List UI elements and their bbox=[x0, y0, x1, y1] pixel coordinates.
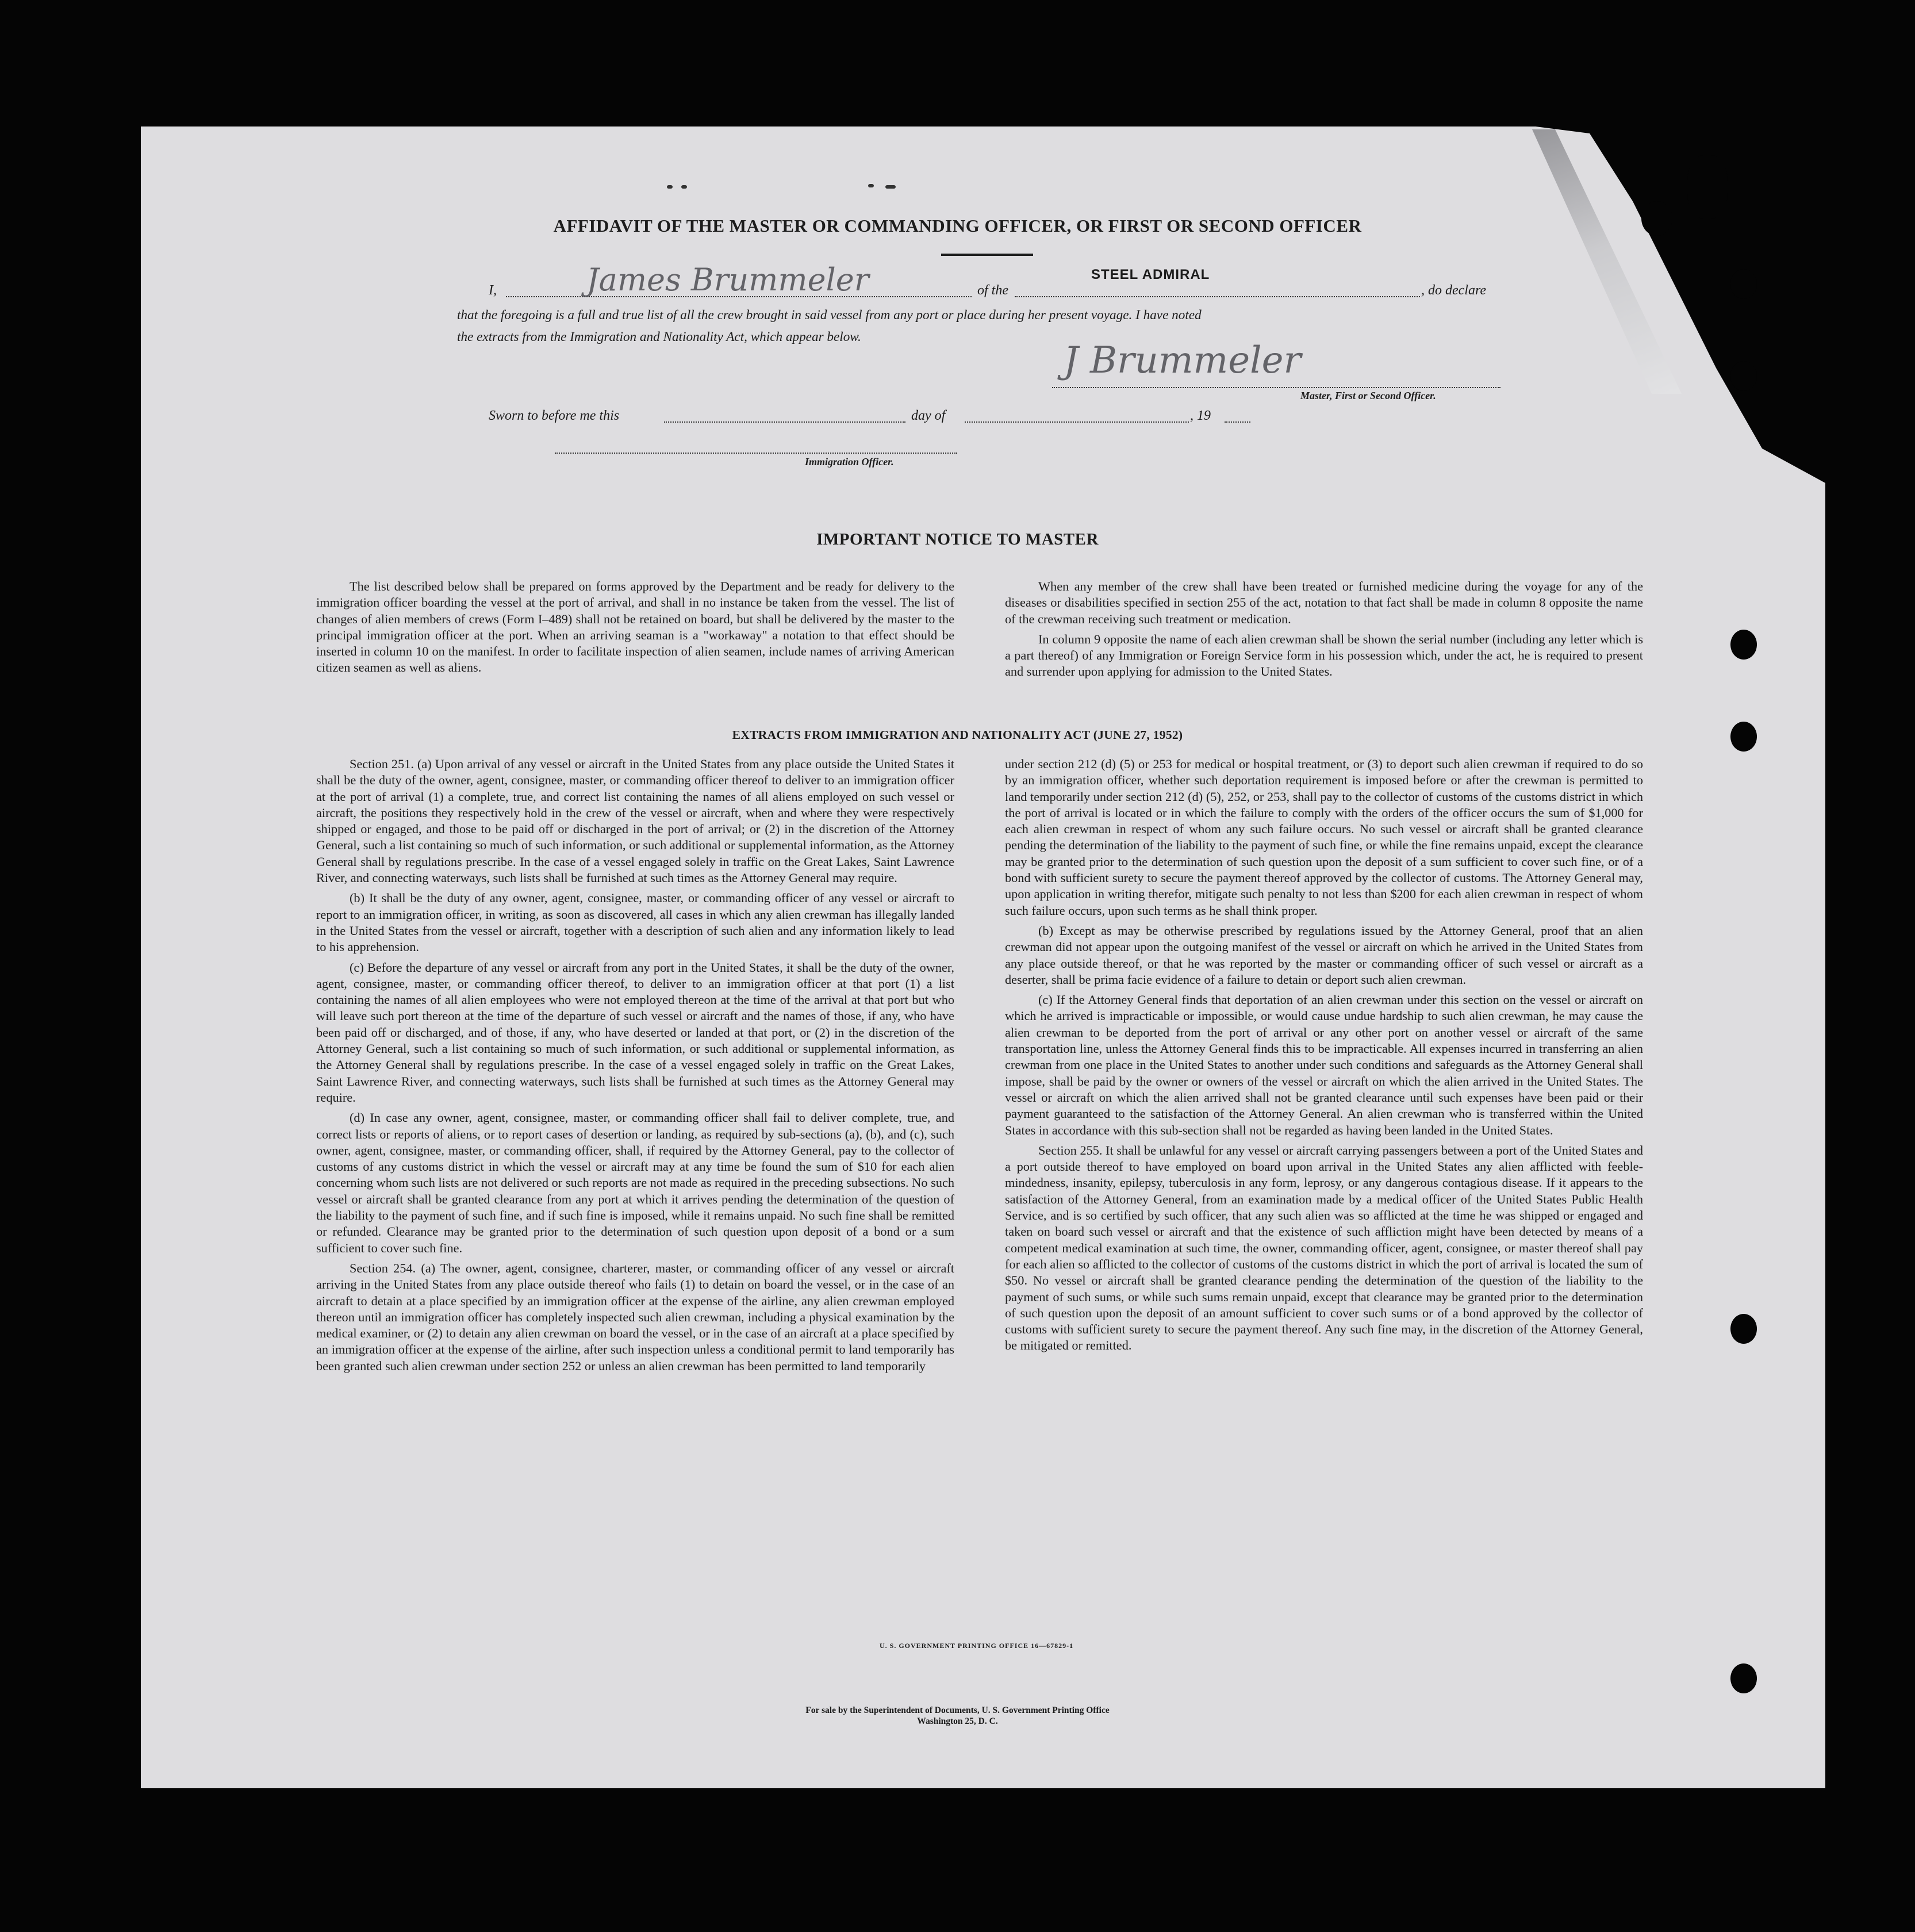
sworn-date-line bbox=[664, 421, 905, 423]
vessel-name-stamp: STEEL ADMIRAL bbox=[1091, 267, 1210, 282]
year-label: , 19 bbox=[1190, 408, 1211, 423]
section-254c: (c) If the Attorney General finds that deportation of an alien crewman under this section on the vessel or aircraft on which he arrived is impracticable or impossible, or would cause undue hardship to such alien crewman, he may cause the alien crewman to be deported from the port of arrival or any other port on another vessel or aircraft of the same transportation line, unless the Attorney General finds this to be impracticable. All expenses incurred in transferring an alien crewman from one place in the United States to another under such conditions and safeguards as the Attorney General shall impose, shall be paid by the owner or owners of the vessel or aircraft on which the alien arrived in the United States. The vessel or aircraft on which the alien arrived shall not be granted clearance until such expenses have been paid or their payment guaranteed to the satisfaction of the Attorney General. An alien crewman who is transferred within the United States in accordance with this sub-section shall not be regarded as having been landed in the United States. bbox=[1005, 992, 1643, 1137]
section-251d: (d) In case any owner, agent, consignee, master, or commanding officer shall fail to deliver complete, true, and correct lists or reports of aliens, or to report cases of desertion or landing, as required by sub-sections (a), (b), and (c), such owner, agent, consignee, master, or commanding officer, shall, if required by the Attorney General, pay to the collector of customs of any customs district in which the vessel or aircraft may at any time be found the sum of $10 for each alien concerning whom such lists are not delivered or such reports are not made as required in the preceding subsections. No such vessel or aircraft shall be granted clearance from any port at which it arrives pending the determination of the question of the liability to the payment of such fine, and if such fine is imposed, while it remains unpaid. No such fine shall be remitted or refunded. Clearance may be granted prior to the determination of such question upon deposit of a bond or a sum sufficient to cover such fine. bbox=[316, 1110, 954, 1255]
punch-hole bbox=[1730, 1663, 1757, 1693]
section-255: Section 255. It shall be unlawful for any vessel or aircraft carrying passengers between a port of the United States and a port outside thereof to have employed on board upon arrival in the United States any alien afflicted with feeble-mindedness, insanity, epilepsy, tuberculosis in any form, leprosy, or any dangerous contagious disease. If it appears to the satisfaction of the Attorney General, from an examination made by a medical officer of the United States Public Health Service, and is so certified by such officer, that any such alien was so afflicted at the time he was shipped or engaged and taken on board such vessel or aircraft and that the existence of such affliction might have been detected by means of a competent medical examination at such time, the owner, commanding officer, agent, consignee, or master thereof shall pay for each alien so afflicted to the collector of customs of the customs district in which the port of arrival is located the sum of $50. No vessel or aircraft shall be granted clearance pending the determination of the question of the liability to the payment of such sums, or while such sums remain unpaid, except that clearance may be granted prior to the determination of such question upon the deposit of an amount sufficient to cover such sums or of a bond approved by the collector of customs with sufficient surety to secure the payment thereof. Any such fine may, in the discretion of the Attorney General, be mitigated or remitted. bbox=[1005, 1143, 1643, 1353]
section-254a-continued: under section 212 (d) (5) or 253 for medical or hospital treatment, or (3) to deport such alien crewman if required to do so by an immigration officer, whether such deportation requirement is imposed before or after the crewman is permitted to land temporarily under section 212 (d) (5), 252, or 253, shall pay to the collector of customs of the customs district in which the port of arrival is located or in which the failure to comply with the orders of the officer occurs the sum of $1,000 for each alien crewman in respect of whom any such failure occurs. No such vessel or aircraft shall be granted clearance pending the determination of the liability to the payment of such fine, or while the fine remains unpaid, except the clearance may be granted prior to the determination of such question upon the deposit of a sum sufficient to cover such fine, or of a bond with sufficient surety to secure the payment thereof approved by the collector of customs. The Attorney General may, upon application in writing therefor, mitigate such penalty to not less than $200 for each alien crewman in respect of whom such failure occurs, upon such terms as he shall think proper. bbox=[1005, 757, 1643, 918]
notice-right-paragraph-1: When any member of the crew shall have been treated or furnished medicine during the voyage for any of the diseases or disabilities specified in section 255 of the act, notation to that fact shall be made in column 8 opposite the name of the crewman receiving such treatment or medication. bbox=[1005, 579, 1643, 626]
of-the-label: of the bbox=[977, 283, 1008, 298]
extracts-title: EXTRACTS FROM IMMIGRATION AND NATIONALITY ACT (JUNE 27, 1952) bbox=[732, 728, 1183, 742]
affidavit-pronoun: I, bbox=[489, 283, 497, 298]
footer-line-1: For sale by the Superintendent of Documents, U. S. Government Printing Office bbox=[805, 1705, 1110, 1715]
immigration-officer-caption: Immigration Officer. bbox=[805, 456, 894, 467]
ink-speck bbox=[667, 185, 673, 189]
day-of-label: day of bbox=[911, 408, 946, 423]
notice-left-column bbox=[316, 578, 954, 680]
signature-caption: Master, First or Second Officer. bbox=[1300, 390, 1436, 401]
printing-office-imprint: U. S. GOVERNMENT PRINTING OFFICE 16—67829-1 bbox=[880, 1642, 1074, 1650]
master-name-signature: James Brummeler bbox=[586, 262, 869, 298]
extracts-left-column bbox=[316, 756, 954, 1378]
punch-hole bbox=[1730, 630, 1757, 660]
notice-title: IMPORTANT NOTICE TO MASTER bbox=[816, 530, 1099, 549]
ink-speck bbox=[868, 184, 874, 187]
section-254a: Section 254. (a) The owner, agent, consignee, charterer, master, or commanding officer of any vessel or aircraft arriving in the United States from any place outside thereof who fails (1) to detain on board the vessel, or in the case of an aircraft to detain at a place specified by an immigration officer at the expense of the airline, any alien crewman employed thereon until an immigration officer has completely inspected such alien crewman, including a physical examination by the medical examiner, or (2) to detain any alien crewman on board the vessel, or in the case of an aircraft at a place specified by an immigration officer at the expense of the airline, after such inspection unless a conditional permit to land temporarily has been granted such alien crewman under section 252 or unless an alien crewman has been permitted to land temporarily bbox=[316, 1260, 954, 1373]
affidavit-title: AFFIDAVIT OF THE MASTER OR COMMANDING OFFICER, OR FIRST OR SECOND OFFICER bbox=[553, 216, 1362, 236]
ink-speck bbox=[681, 185, 687, 189]
year-line bbox=[1225, 421, 1250, 423]
master-signature: J Brummeler bbox=[1064, 339, 1302, 382]
section-251a: Section 251. (a) Upon arrival of any vessel or aircraft in the United States from any place outside the United States it shall be the duty of the owner, agent, consignee, master, or commanding officer thereof to deliver to an immigration officer at the port of arrival (1) a complete, true, and correct list containing the names of all aliens employed on such vessel or aircraft, the positions they respectively hold in the crew of the vessel or aircraft, when and where they were respectively shipped or engaged, and those to be paid off or discharged in the port of arrival; or (2) in the discretion of the Attorney General, such a list containing so much of such information, or such additional or supplemental information, as the Attorney General shall by regulations prescribe. In the case of a vessel engaged solely in traffic on the Great Lakes, Saint Lawrence River, and connecting waterways, such lists shall be furnished at such times as the Attorney General may require. bbox=[316, 757, 954, 885]
punch-hole bbox=[1730, 361, 1757, 391]
extracts-right-column bbox=[1005, 756, 1643, 1358]
immigration-officer-line bbox=[555, 453, 957, 454]
notice-right-paragraph-2: In column 9 opposite the name of each alien crewman shall be shown the serial number (including any letter which is a part thereof) of any Immigration or Foreign Service form in his possession which, under the act, he is required to present and surrender upon applying for admission to the United States. bbox=[1005, 631, 1643, 679]
affidavit-line-2: that the foregoing is a full and true list of all the crew brought in said vessel from any port or place during her present voyage. I have noted bbox=[457, 308, 1202, 323]
month-line bbox=[965, 421, 1189, 423]
footer-line-2: Washington 25, D. C. bbox=[917, 1716, 998, 1726]
section-251b: (b) It shall be the duty of any owner, agent, consignee, master, or commanding officer of any vessel or aircraft to report to an immigration officer, in writing, as soon as discovered, all cases in which any alien crewman has illegally landed in the United States from the vessel or aircraft, together with a description of such alien and any information likely to lead to his apprehension. bbox=[316, 891, 954, 954]
do-declare-label: , do declare bbox=[1421, 283, 1487, 298]
punch-hole bbox=[1730, 269, 1757, 299]
signature-line bbox=[1052, 387, 1500, 388]
punch-hole bbox=[1730, 1314, 1757, 1344]
punch-hole bbox=[1687, 155, 1728, 218]
sworn-label: Sworn to before me this bbox=[489, 408, 620, 423]
section-254b: (b) Except as may be otherwise prescribed by regulations issued by the Attorney General, proof that an alien crewman did not appear upon the outgoing manifest of the vessel or aircraft on which he arrived in the United States from any place outside thereof, or that he was reported by the master or commanding officer of such vessel or aircraft as a deserter, shall be prima facie evidence of a failure to detain or deport such alien crewman. bbox=[1005, 923, 1643, 987]
ink-speck bbox=[885, 185, 896, 189]
notice-left-paragraph: The list described below shall be prepared on forms approved by the Department and be ready for delivery to the immigration officer boarding the vessel at the port of arrival, and shall in no instance be taken from the vessel. The list of changes of alien members of crews (Form I–489) shall not be retained on board, but shall be delivered by the master to the principal immigration officer at the port. When an arriving seaman is a "workaway" a notation to that effect should be inserted in column 10 on the manifest. In order to facilitate inspection of alien seamen, include names of arriving American citizen seamen as well as aliens. bbox=[316, 579, 954, 675]
notice-right-column bbox=[1005, 578, 1643, 684]
vessel-line bbox=[1015, 296, 1420, 297]
title-rule bbox=[941, 254, 1033, 256]
section-251c: (c) Before the departure of any vessel or aircraft from any port in the United States, it shall be the duty of the owner, agent, consignee, master, or commanding officer thereof, to deliver to an immigration officer at that port (1) a list containing the names of all alien employees who were not employed thereon at the time of the arrival at that port but who will leave such port thereon at the time of the departure of such vessel or aircraft and the names of those, if any, who have been paid off or discharged, and of those, if any, who have deserted or landed at that port, or (2) in the discretion of the Attorney General, such a list containing so much of such information, or such additional or supplemental information, as the Attorney General shall by regulations prescribe. In the case of a vessel engaged solely in traffic on the Great Lakes, Saint Lawrence River, and connecting waterways, such lists shall be furnished at such times as the Attorney General may require. bbox=[316, 960, 954, 1105]
affidavit-line-3: the extracts from the Immigration and Nationality Act, which appear below. bbox=[457, 329, 861, 344]
